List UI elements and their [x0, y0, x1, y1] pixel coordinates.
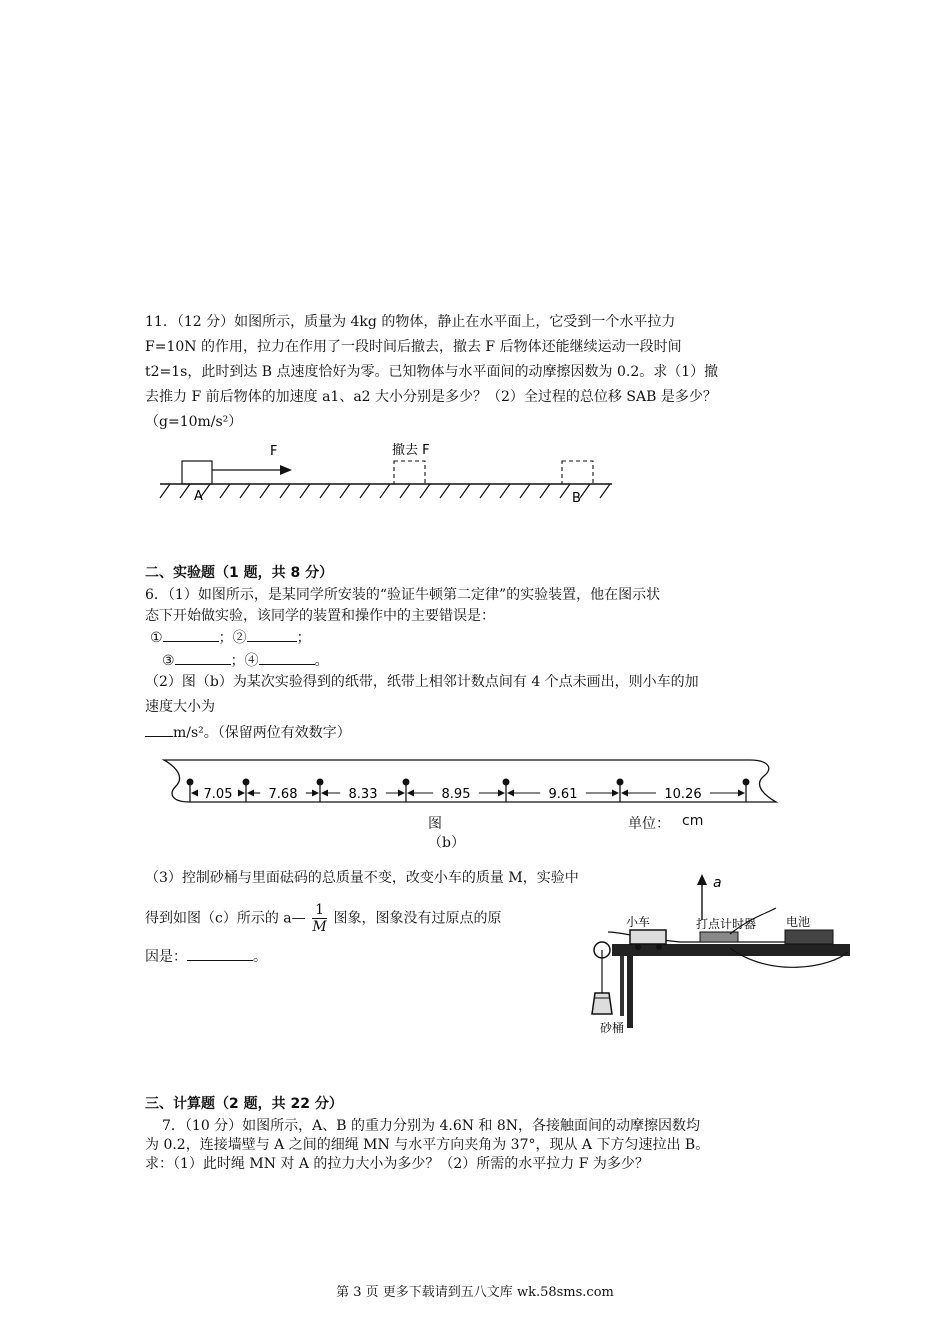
q6-line-2: 态下开始做实验，该同学的装置和操作中的主要错误是：: [145, 608, 495, 624]
tape-unit: cm: [682, 813, 704, 829]
fraction-numerator: 1: [312, 902, 327, 919]
measure-arrow-left: [621, 790, 628, 797]
battery-label: 电池: [786, 915, 811, 929]
measure-arrow-left: [191, 790, 198, 797]
timer: [700, 932, 738, 942]
sep-1: ；: [218, 630, 233, 646]
q11-line-4: 去推力 F 前后物体的加速度 a1、a2 大小分别是多少？（2）全过程的总位移 SAB 是多少？: [145, 389, 717, 405]
reason-blank: [187, 946, 253, 961]
block-remove-position: [394, 461, 425, 484]
q11-line-5: （g=10m/s²）: [145, 414, 243, 430]
q11-figure: [150, 438, 620, 508]
pulley: [594, 942, 610, 993]
blank-3-marker: ③: [162, 653, 175, 669]
measure-arrow-left: [507, 790, 514, 797]
q7-line-3: 求：（1）此时绳 MN 对 A 的拉力大小为多少？（2）所需的水平拉力 F 为多少？: [145, 1156, 649, 1172]
tape-unit-label: 单位：: [628, 816, 670, 832]
segment-label: 8.33: [348, 787, 378, 802]
sep-2: ；: [296, 630, 311, 646]
timer-label: 打点计时器: [696, 917, 757, 931]
segment-label: 9.61: [548, 787, 578, 802]
measure-arrow-right: [612, 790, 619, 797]
force-label: F: [270, 444, 278, 459]
q7-line-1: 7．（10 分）如图所示，A、B 的重力分别为 4.6N 和 8N，各接触面间的动摩擦因数均: [162, 1118, 701, 1134]
remove-force-label: 撤去 F: [392, 443, 430, 458]
axis-label-a: a: [713, 875, 722, 891]
blank-2: [247, 627, 297, 642]
sand-bucket: [592, 993, 612, 1014]
q6-line-1: 6．（1）如图所示，是某同学所安装的“验证牛顿第二定律”的实验装置，他在图示状: [145, 587, 661, 603]
fraction-denominator: M: [312, 919, 327, 935]
acceleration-axis: [697, 874, 707, 920]
measure-arrow-left: [321, 790, 328, 797]
tape-caption-b: （b）: [428, 835, 465, 851]
force-arrow: [212, 465, 292, 475]
part3-text-b: 图象，图象没有过原点的原: [333, 910, 502, 927]
q6-part2-line-3: [145, 722, 351, 743]
measure-arrow-left: [407, 790, 414, 797]
q11-line-1: 11．（12 分）如图所示，质量为 4kg 的物体，静止在水平面上，它受到一个水平拉力: [145, 314, 676, 330]
measure-arrow-left: [247, 790, 254, 797]
acceleration-blank: [145, 722, 173, 737]
end-mark: 。: [314, 653, 329, 669]
q6-part2-line-1: （2）图（b）为某次实验得到的纸带，纸带上相邻计数点间有 4 个点未画出，则小车的加: [145, 674, 699, 690]
section-2-heading: 二、实验题（1 题，共 8 分）: [145, 565, 334, 581]
measure-arrow-right: [498, 790, 505, 797]
segment-label: 8.95: [441, 787, 471, 802]
point-b-label: B: [572, 491, 581, 506]
sep-3: ；: [230, 653, 245, 669]
q6-part3-line-3: 因是： 。: [145, 946, 267, 967]
segment-label: 7.68: [268, 787, 298, 802]
measure-arrow-right: [312, 790, 319, 797]
cart-label: 小车: [626, 915, 651, 929]
block-a: [182, 461, 212, 484]
segment-label: 10.26: [664, 787, 702, 802]
measure-arrow-right: [738, 790, 745, 797]
q6-part3-line-2: [145, 902, 501, 935]
segment-label: 7.05: [203, 787, 233, 802]
blank-4-marker: ④: [244, 653, 259, 669]
acceleration-unit-text: m/s²。（保留两位有效数字）: [173, 725, 351, 741]
tape-marks: [187, 779, 750, 803]
apparatus-figure: [580, 868, 852, 1040]
q11-line-3: t2=1s，此时到达 B 点速度恰好为零。已知物体与水平面间的动摩擦因数为 0.2。求（1）撤: [145, 364, 719, 380]
part3-text-a: 得到如图（c）所示的 a—: [145, 910, 306, 927]
measure-arrow-right: [398, 790, 405, 797]
blank-2-marker: ②: [232, 630, 247, 646]
blank-1: [163, 627, 219, 642]
block-b-position: [562, 461, 593, 484]
paper-tape-figure: [150, 752, 790, 816]
measure-arrow-right: [238, 790, 245, 797]
tape-caption-fig: 图: [428, 816, 442, 832]
q6-part2-line-2: 速度大小为: [145, 699, 215, 715]
q11-line-2: F=10N 的作用，拉力在作用了一段时间后撤去，撤去 F 后物体还能继续运动一段时间: [145, 339, 682, 355]
part3-text-c: 因是：: [145, 949, 187, 965]
blank-4: [259, 650, 315, 665]
blank-1-marker: ①: [150, 630, 163, 646]
table: [612, 944, 850, 1028]
q7-line-2: 为 0.2，连接墙壁与 A 之间的细绳 MN 与水平方向夹角为 37°，现从 A 下方匀速拉出 B。: [145, 1137, 710, 1153]
blank-3: [175, 650, 231, 665]
q6-blanks-row-1: [150, 627, 311, 648]
section-3-heading: 三、计算题（2 题，共 22 分）: [145, 1096, 343, 1112]
page-footer: 第 3 页 更多下载请到五八文库 wk.58sms.com: [336, 1285, 614, 1300]
bucket-label: 砂桶: [600, 1021, 625, 1035]
q6-part3-line-1: （3）控制砂桶与里面砝码的总质量不变，改变小车的质量 M，实验中: [145, 870, 579, 886]
ground-line: [160, 484, 612, 498]
q6-blanks-row-2: [162, 650, 329, 671]
fraction-1-over-m: [312, 902, 327, 935]
point-a-label: A: [194, 489, 203, 504]
